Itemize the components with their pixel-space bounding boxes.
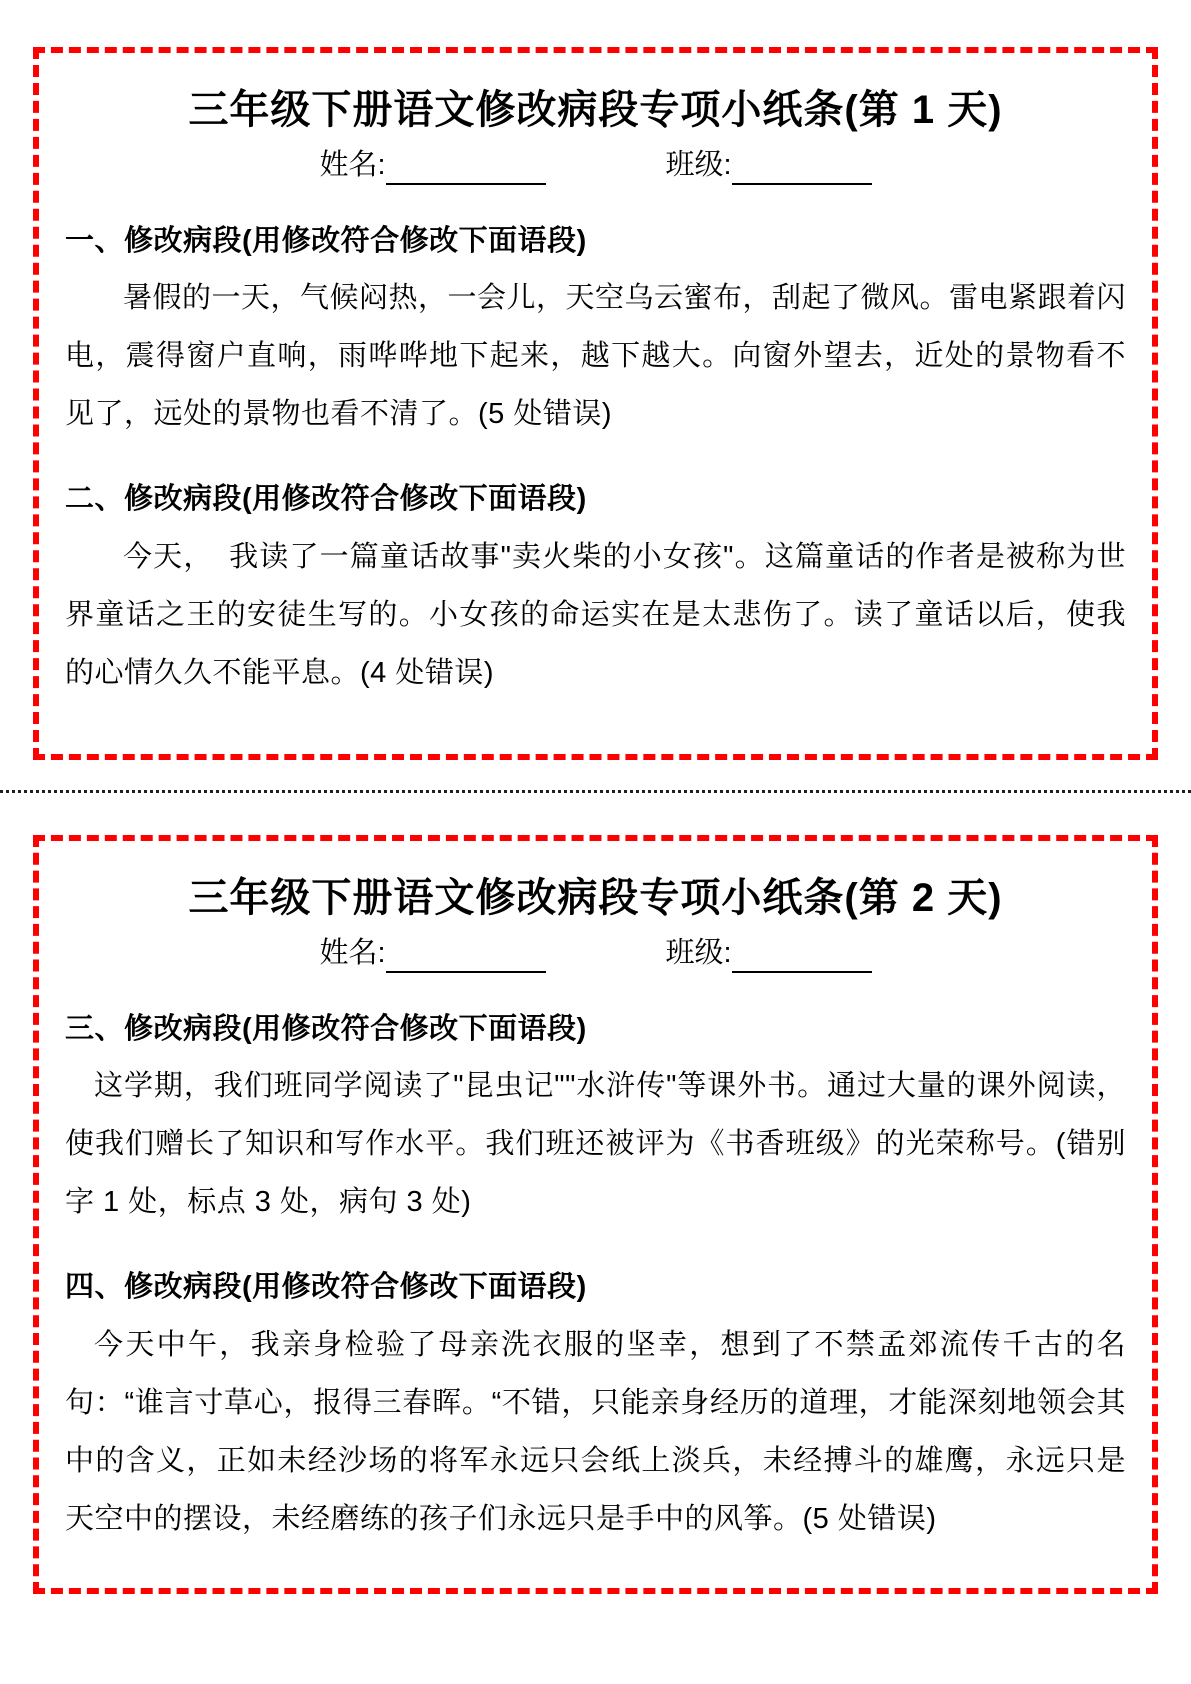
name-label: 姓名: bbox=[319, 149, 386, 181]
worksheet-card-day2 bbox=[33, 835, 1158, 1594]
section-3-heading: 三、修改病段(用修改符合修改下面语段) bbox=[65, 1012, 587, 1045]
class-blank-line bbox=[732, 151, 872, 185]
section-2-heading: 二、修改病段(用修改符合修改下面语段) bbox=[65, 483, 587, 516]
section-1-paragraph: 暑假的一天，气候闷热，一会儿，天空乌云蜜布，刮起了微风。雷电紧跟着闪电，震得窗户直响，雨哗哗地下起来，越下越大。向窗外望去，近处的景物看不见了，远处的景物也看不清了。(5 处错误) bbox=[65, 282, 1127, 431]
class-field-day2 bbox=[666, 935, 872, 973]
name-blank-line bbox=[386, 939, 546, 973]
worksheet-title-day1: 三年级下册语文修改病段专项小纸条(第 1 天) bbox=[188, 88, 1003, 132]
name-field-day1 bbox=[319, 147, 545, 185]
name-class-row-day2 bbox=[65, 935, 1126, 973]
section-2-paragraph: 今天， 我读了一篇童话故事"卖火柴的小女孩"。这篇童话的作者是被称为世界童话之王的安徒生写的。小女孩的命运实在是太悲伤了。读了童话以后，使我的心情久久不能平息。(4 处错误) bbox=[65, 540, 1126, 689]
worksheet-title-day2: 三年级下册语文修改病段专项小纸条(第 2 天) bbox=[188, 876, 1003, 920]
class-label: 班级: bbox=[665, 149, 732, 181]
section-4-heading: 四、修改病段(用修改符合修改下面语段) bbox=[65, 1271, 587, 1304]
class-label: 班级: bbox=[665, 937, 732, 969]
section-4-paragraph: 今天中午，我亲身检验了母亲洗衣服的坚幸，想到了不禁孟郊流传千古的名句：“谁言寸草心，报得三春晖。“不错，只能亲身经历的道理，才能深刻地领会其中的含义，正如未经沙场的将军永远只会纸上淡兵，未经搏斗的雄鹰，永远只是天空中的摆设，未经磨练的孩子们永远只是手中的风筝。(5 处错误) bbox=[65, 1328, 1126, 1535]
section-3-paragraph: 这学期，我们班同学阅读了"昆虫记""水浒传"等课外书。通过大量的课外阅读，使我们赠长了知识和写作水平。我们班还被评为《书香班级》的光荣称号。(错别字 1 处，标点 3 处，病句 3 处) bbox=[65, 1070, 1126, 1219]
name-class-row-day1 bbox=[65, 147, 1126, 185]
class-blank-line bbox=[732, 939, 872, 973]
worksheet-card-day1 bbox=[33, 47, 1158, 760]
name-label: 姓名: bbox=[319, 937, 386, 969]
dotted-cut-line bbox=[0, 790, 1191, 793]
name-blank-line bbox=[386, 151, 546, 185]
section-1-heading: 一、修改病段(用修改符合修改下面语段) bbox=[65, 224, 587, 257]
class-field-day1 bbox=[666, 147, 872, 185]
name-field-day2 bbox=[319, 935, 545, 973]
